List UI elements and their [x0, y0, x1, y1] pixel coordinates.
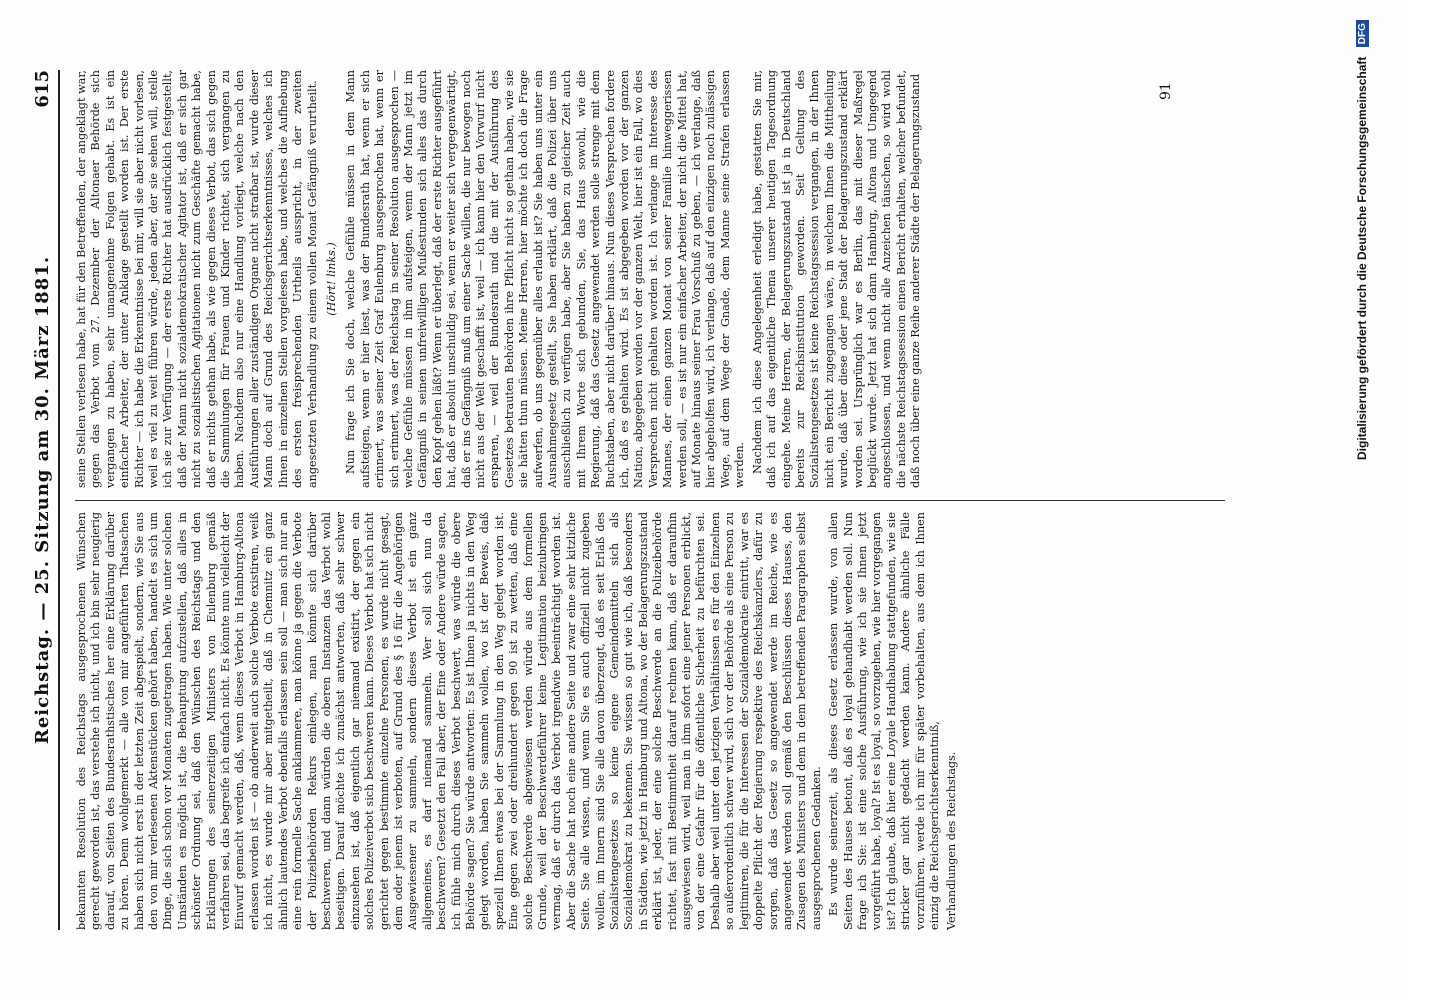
paragraph: Nachdem ich diese Angelegenheit erledigt habe, gestatten Sie mir, daß ich auf das eigentliche Thema unserer heutigen Tagesordnung eingehe. Meine Herren, der Belagerungszustand ist ja in Deutschland bereits zur Reichsinstitution geworden. Seit Geltung des Sozialistengesetzes ist keine Reichstagssession vergangen, in der Ihnen nicht ein Bericht zugegangen wäre, in welchem Ihnen die Mittheilung wurde, daß über diese oder jene Stadt der Belagerungszustand erklärt worden sei. Ursprünglich war es Berlin, das mit dieser Maßregel beglückt wurde. Jetzt hat sich dann Hamburg, Altona und Umgegend angeschlossen, und wenn nicht alle Anzeichen täuschen, so wird wohl die nächste Reichstagssession einen Bericht erhalten, welcher befundet, daß noch über eine ganze Reihe anderer Städte der Belagerungszustand	[750, 70, 923, 488]
dfg-logo: DFG	[1356, 20, 1369, 47]
sheet-number: 91	[1158, 82, 1174, 100]
paragraph: seine Stellen verlesen habe, hat für den Betreffenden, der angeklagt war, gegen das Verbot vom 27. Dezember der Altonaer Behörde sich vergangen zu haben, sehr unangenehme Folgen gehabt. Es ist ein einfacher Arbeiter, der unter Anklage gestellt worden ist. Der erste Richter — ich habe die Erkenntnisse bei mir, will sie aber nicht vorlesen, weil es viel zu weit führen würde, jeden aber, der sie sehen will, stelle ich sie zur Verfügung — der erste Richter hat ausdrücklich festgestellt, daß der Mann nicht sozialdemokratischer Agitator ist, daß er sich gar nicht zu sozialistischen Agitationen nicht zum Geschäfte gemacht habe, daß er nichts gethan habe, als wie gegen dieses Verbot, das sich gegen die Sammlungen für Frauen und Kinder richtet, sich vergangen zu haben. Nachdem also nur eine Handlung vorliegt, welche nach den Ausführungen aller zuständigen Organe nicht strafbar ist, wurde dieser Mann doch auf Grund des Reichsgerichtserkenntnisses, welches ich Ihnen in einzelnen Stellen vorgelesen habe, und welches die Aufhebung des ersten freisprechenden Urtheils ausspricht, in der zweiten angesetzten Verhandlung zu einem vollen Monat Gefängniß verurtheilt.	[75, 70, 319, 488]
page-header	[30, 70, 60, 930]
interjection: (Hört! links.)	[324, 242, 338, 316]
footer-text: Digitalisierung gefördert durch die Deutsche Forschungsgemeinschaft	[1355, 56, 1369, 460]
paragraph: bekannten Resolution des Reichstags ausgesprochenen Wünschen gerecht geworden ist, das verstehe ich nicht, und ich bin sehr neugierig darauf, von Seiten des Bundesrathstisches her eine Erklärung darüber zu hören. Denn wohlgemerkt — alle von mir angeführten Thatsachen haben sich nicht erst in der letzten Zeit abgespielt, sondern, wie Sie aus den von mir verlesenen Aktenstücken gehört haben, handelt es sich um Dinge, die sich schon vor Monaten zugetragen haben. Wie unter solchen Umständen es möglich ist, die Behauptung aufzustellen, daß alles in schönster Ordnung sei, daß den Wünschen des Reichstags und den Erklärungen des seinerzeitigen Ministers von Eulenburg gemäß verfahren sei, das begreife ich einfach nicht. Es könnte nun vielleicht der Einwurf gemacht werden, daß, wenn dieses Verbot in Hamburg-Altona erlassen worden ist — ob anderweit auch solche Verbote existiren, weiß ich nicht, es wurde mir aber mitgetheilt, daß in Chemnitz ein ganz ähnlich lautendes Verbot ebenfalls erlassen sein soll — man sich nur an eine rein formelle Sache anklammere, man könne ja gegen die Verbote der Polizeibehörden Rekurs einlegen, man könnte sich darüber beschweren, und dann würden die oberen Instanzen das Verbot wohl beseitigen. Darauf möchte ich zunächst antworten, daß sehr schwer einzusehen ist, daß eigentlich gar niemand existirt, der gegen ein solches Polizeiverbot sich beschweren kann. Dieses Verbot hat sich nicht gerichtet gegen bestimmte einzelne Personen, es wurde nicht gesagt, dem oder jenem ist verboten, auf Grund des § 16 für die Angehörigen Ausgewiesener zu sammeln, sondern dieses Verbot ist ein ganz allgemeines, es darf niemand sammeln. Wer soll sich nun da beschweren? Gesetzt den Fall aber, der Eine oder Andere würde sagen, ich fühle mich durch dieses Verbot beschwert, was würde die obere Behörde sagen? Sie würde antworten: Es ist Ihnen ja nichts in den Weg gelegt worden, haben Sie sammeln wollen, wo ist der Beweis, daß speziell Ihnen etwas bei der Sammlung in den Weg gelegt worden ist. Eine gegen zwei oder dreihundert gegen 90 ist zu wetten, daß eine solche Beschwerde abgewiesen werden würde aus dem formellen Grunde, weil der Beschwerdeführer keine Legitimation beizubringen vermag, daß er durch das Verbot irgendwie beeinträchtigt worden ist. Aber die Sache hat noch eine andere Seite und zwar eine sehr kitzliche Seite. Sie alle wissen, und wenn Sie es auch offiziell nicht zugeben wollen, im Innern sind Sie alle davon überzeugt, daß es seit Erlaß des Sozialistengesetzes so keine eigene Gemeindemitteln sich als Sozialdemokrat zu bekennen. Sie wissen so gut wie ich, daß besonders in Städten, wie jetzt in Hamburg und Altona, wo der Belagerungszustand erklärt ist, jeder, der eine solche Beschwerde an die Polizeibehörde richtet, fast mit Bestimmtheit darauf rechnen kann, daß er daraufhin ausgewiesen wird, weil man in ihm sofort eine jener Personen erblickt, von der eine Gefahr für die öffentliche Sicherheit zu befürchten sei. Deshalb aber weil unter den jetzigen Verhältnissen es für den Einzelnen so außerordentlich schwer wird, sich vor der Behörde als eine Person zu legitimiren, die für die Interessen der Sozialdemokratie eintritt, war es doppelte Pflicht der Regierung respektive des Reichskanzlers, dafür zu sorgen, daß das Gesetz so angewendet werde im Reiche, wie es angewendet werden soll gemäß den Beschlüssen dieses Hauses, den Zusagen des Ministers und dem in dem betreffenden Paragraphen selbst ausgesprochenen Gedanken.	[75, 512, 823, 930]
paragraph: Nun frage ich Sie doch, welche Gefühle müssen in dem Mann aufsteigen, wenn er hier liest, was der Bundesrath hat, wenn er sich erinnert, was seiner Zeit Graf Eulenburg ausgesprochen hat, wenn er sich erinnert, was der Reichstag in seiner Resolution ausgesprochen — welche Gefühle müssen in ihm aufsteigen, wenn der Mann jetzt im Gefängniß in seinen unfreiwilligen Mußestunden sich alles das durch den Kopf gehen läßt? Wenn er überlegt, daß der erste Richter ausgeführt hat, daß er absolut unschuldig sei, wenn er weiter sich vergegenwärtigt, daß er ins Gefängniß muß um einer Sache willen, die nur bewogen noch nicht aus der Welt geschafft ist, weil — ich kann hier den Vorwurf nicht ersparen, — weil der Bundesrath und die mit der Ausführung des Gesetzes betrauten Behörden ihre Pflicht nicht so gethan haben, wie sie sie hätten thun müssen. Meine Herren, hier möchte ich doch die Frage aufwerfen, ob uns gegenüber alles erlaubt ist? Sie haben uns unter ein Ausnahmegesetz gestellt, Sie haben erklärt, daß die Polizei über uns ausschließlich zu verfügen habe, aber Sie haben zu gleicher Zeit auch mit Ihrem Worte sich gebunden, Sie, das Haus sowohl, wie die Regierung, daß das Gesetz angewendet werden solle strenge mit dem Buchstaben, aber nicht darüber hinaus. Nun dieses Versprechen fordere ich, daß es gehalten wird. Es ist abgegeben worden vor der ganzen Nation, abgegeben worden vor der ganzen Welt, hier ist ein Fall, wo dies Versprechen nicht gehalten worden ist. Ich verlange im Interesse des Mannes, der einen ganzen Monat von seiner Familie hinweggerissen werden soll, — es ist nur ein einfacher Arbeiter, der nicht die Mittel hat, auf Monate hinaus seiner Frau Vorschuß zu geben, — ich verlange, daß hier abgeholfen wird, ich verlange, daß auf den einzigen noch zulässigen Wege, auf dem Wege der Gnade, dem Manne seine Strafen erlassen werden.	[344, 70, 747, 488]
paragraph: Es wurde seinerzeit, als dieses Gesetz erlassen wurde, von allen Seiten des Hauses betont, daß es loyal gehandhabt werden soll. Nun frage ich Sie: ist eine solche Ausführung, wie ich sie Ihnen jetzt vorgeführt habe, loyal? Ist es loyal, so vorzugehen, wie hier vorgegangen ist? Ich glaube, daß hier eine Loyale Handhabung stattgefunden, wie sie stricker gar nicht gedacht werden kann. Andere ähnliche Fälle vorzuführen, werde ich mir für später vorbehalten, aus dem ich Ihnen einzig die Reichsgerichtserkenntniß,	[827, 512, 941, 930]
digitization-footer	[1355, 20, 1369, 460]
section-footnote: Verhandlungen des Reichstags.	[945, 751, 959, 930]
text-column-right	[75, 70, 1315, 488]
text-column-left	[75, 512, 1315, 930]
page-title: Reichstag. — 25. Sitzung am 30. März 1881.	[32, 255, 53, 745]
column-divider	[75, 500, 1225, 501]
page-number: 615	[32, 70, 53, 108]
